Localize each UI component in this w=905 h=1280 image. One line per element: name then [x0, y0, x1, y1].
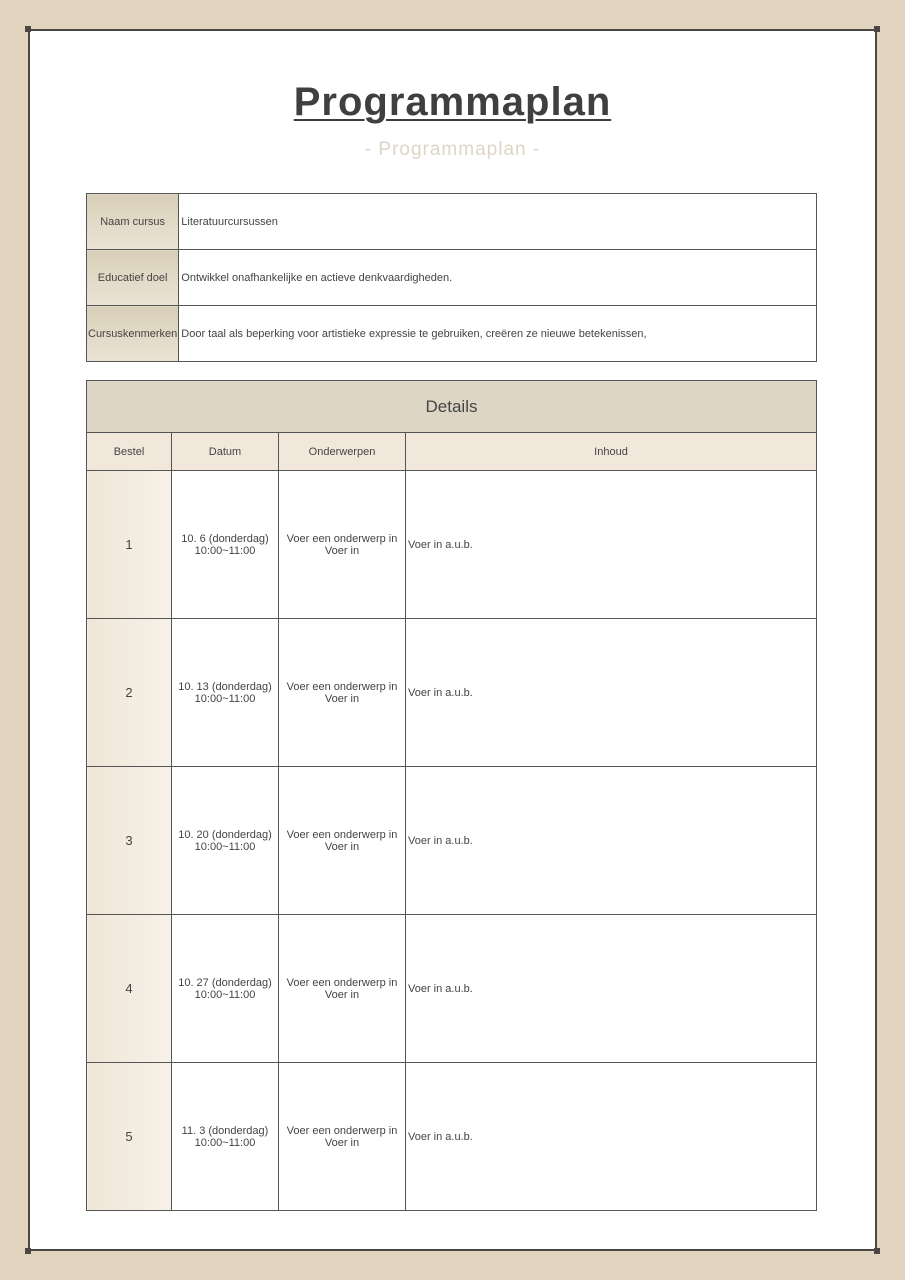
topic-text: Voer in [324, 692, 360, 705]
time-text: 10:00~11:00 [194, 1136, 256, 1149]
info-row [87, 250, 817, 306]
topic-cell[interactable] [279, 619, 406, 767]
date-text: 10. 6 (donderdag) [181, 532, 269, 545]
topic-cell[interactable] [279, 915, 406, 1063]
frame-corner [874, 1248, 880, 1254]
topic-cell[interactable] [279, 1063, 406, 1211]
info-row [87, 194, 817, 250]
info-value: Literatuurcursussen [179, 194, 817, 250]
content-cell[interactable]: Voer in a.u.b. [406, 471, 817, 619]
info-value: Ontwikkel onafhankelijke en actieve denkvaardigheden. [179, 250, 817, 306]
info-label: Naam cursus [87, 194, 179, 250]
topic-text: Voer in [324, 988, 360, 1001]
info-row [87, 306, 817, 362]
info-label: Cursuskenmerken [87, 306, 179, 362]
title-text: Programmaplan [293, 80, 612, 124]
page-subtitle: - Programmaplan - [364, 139, 541, 160]
course-info-table [86, 193, 817, 362]
date-cell [172, 619, 279, 767]
order-cell: 1 [87, 471, 172, 619]
date-text: 11. 3 (donderdag) [181, 1124, 269, 1137]
frame-corner [874, 26, 880, 32]
date-text: 10. 27 (donderdag) [178, 976, 272, 989]
column-header: Bestel [87, 433, 172, 471]
time-text: 10:00~11:00 [194, 544, 256, 557]
table-row [87, 767, 817, 915]
date-cell [172, 1063, 279, 1211]
page-title [0, 80, 905, 125]
table-row [87, 619, 817, 767]
info-label: Educatief doel [87, 250, 179, 306]
frame-corner [25, 1248, 31, 1254]
date-text: 10. 13 (donderdag) [178, 680, 272, 693]
frame-corner [25, 26, 31, 32]
time-text: 10:00~11:00 [194, 692, 256, 705]
topic-text: Voer een onderwerp in [286, 680, 398, 693]
table-row [87, 915, 817, 1063]
topic-text: Voer een onderwerp in [286, 976, 398, 989]
topic-cell[interactable] [279, 471, 406, 619]
time-text: 10:00~11:00 [194, 840, 256, 853]
topic-text: Voer in [324, 544, 360, 557]
date-cell [172, 767, 279, 915]
content-cell[interactable]: Voer in a.u.b. [406, 915, 817, 1063]
date-cell [172, 915, 279, 1063]
column-header: Datum [172, 433, 279, 471]
date-cell [172, 471, 279, 619]
content-cell[interactable]: Voer in a.u.b. [406, 1063, 817, 1211]
order-cell: 2 [87, 619, 172, 767]
content-cell[interactable]: Voer in a.u.b. [406, 767, 817, 915]
table-row [87, 471, 817, 619]
details-table [86, 380, 817, 1211]
topic-text: Voer een onderwerp in [286, 828, 398, 841]
topic-cell[interactable] [279, 767, 406, 915]
order-cell: 3 [87, 767, 172, 915]
details-title: Details [87, 381, 817, 433]
order-cell: 4 [87, 915, 172, 1063]
table-row [87, 1063, 817, 1211]
topic-text: Voer in [324, 840, 360, 853]
topic-text: Voer in [324, 1136, 360, 1149]
column-header: Onderwerpen [279, 433, 406, 471]
column-header: Inhoud [406, 433, 817, 471]
time-text: 10:00~11:00 [194, 988, 256, 1001]
topic-text: Voer een onderwerp in [286, 532, 398, 545]
date-text: 10. 20 (donderdag) [178, 828, 272, 841]
info-value: Door taal als beperking voor artistieke expressie te gebruiken, creëren ze nieuwe betekenissen, [179, 306, 817, 362]
content-cell[interactable]: Voer in a.u.b. [406, 619, 817, 767]
topic-text: Voer een onderwerp in [286, 1124, 398, 1137]
order-cell: 5 [87, 1063, 172, 1211]
